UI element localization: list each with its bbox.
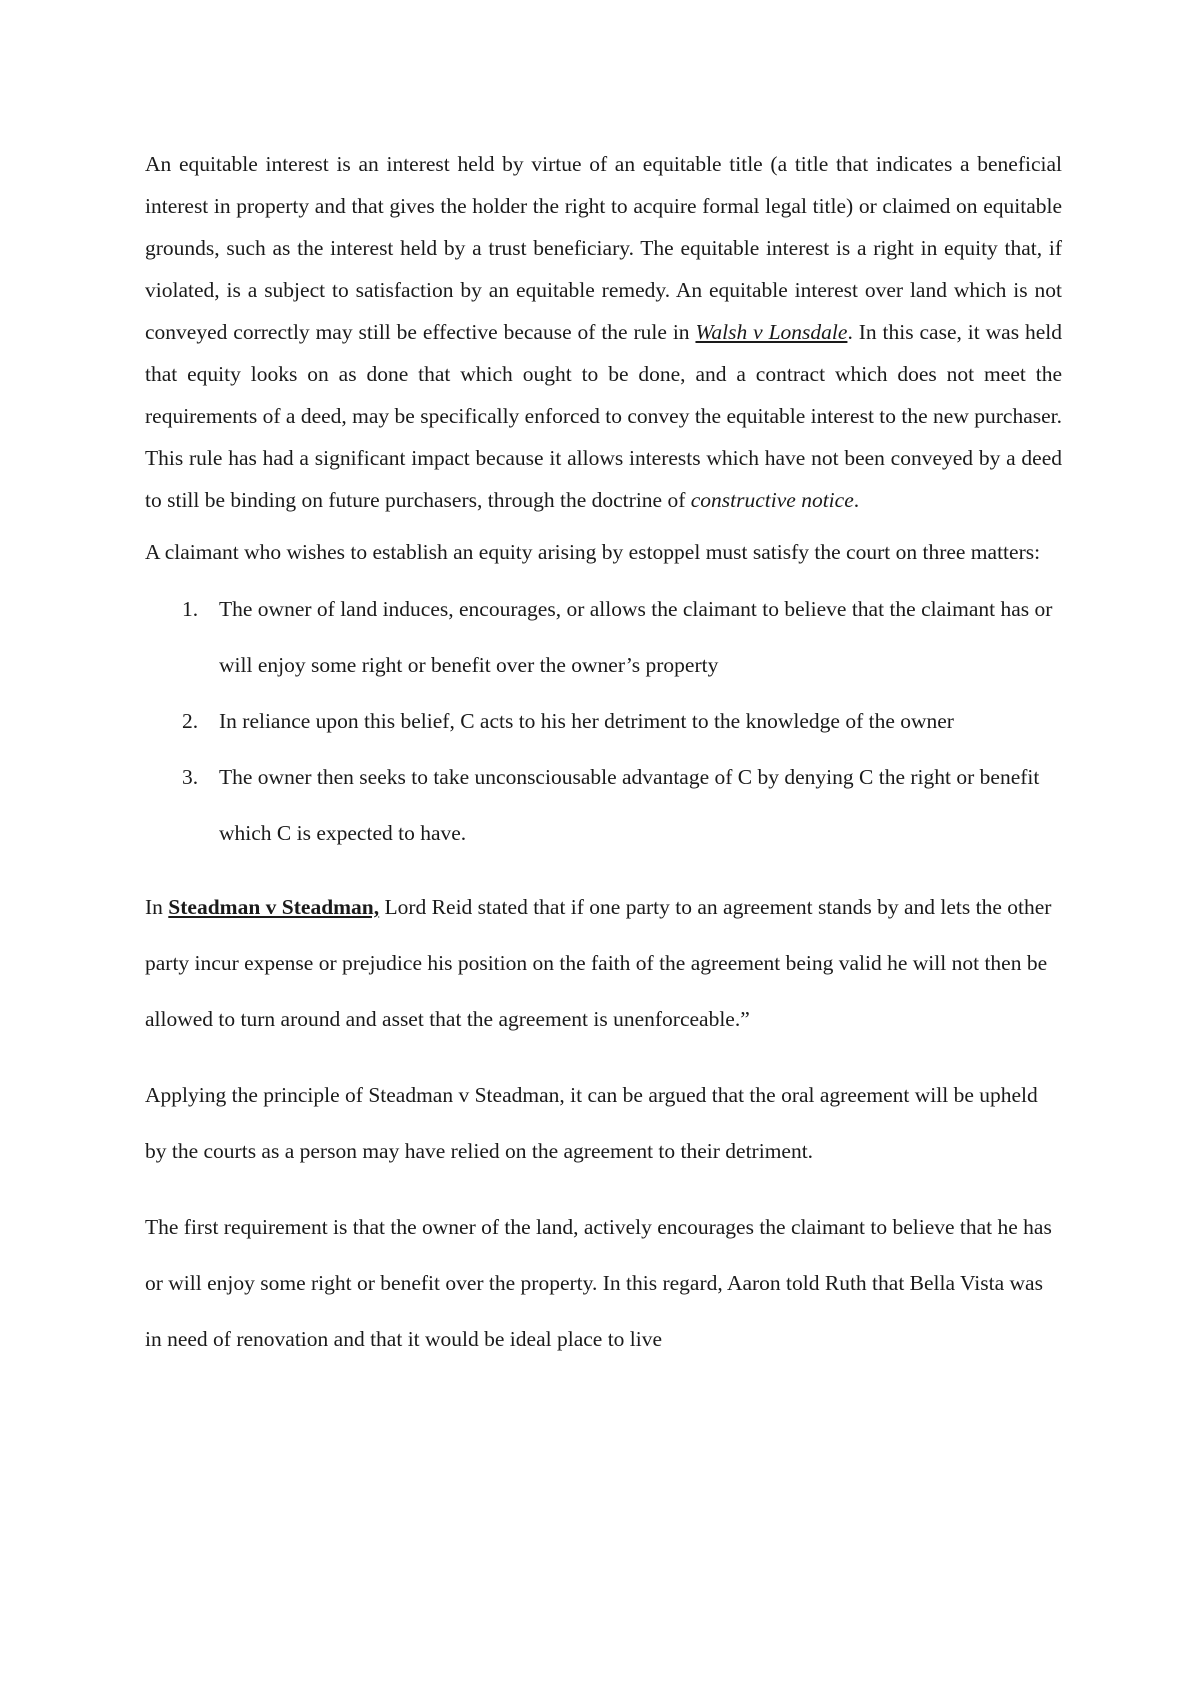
paragraph-text: Lord Reid stated that if one party to an agreement stands by and lets the other party incur expense or prejudice his position on the faith of the agreement being valid he will not then be allowed to turn around and asset that the agreement is unenforceable.” [145, 895, 1052, 1031]
list-number: 1. [182, 597, 199, 621]
requirements-list [145, 581, 1062, 861]
list-item [145, 749, 1062, 861]
list-number: 3. [182, 765, 199, 789]
list-item [145, 693, 1062, 749]
list-item-text: In reliance upon this belief, C acts to his her detriment to the knowledge of the owner [219, 709, 954, 733]
paragraph-text: An equitable interest is an interest held by virtue of an equitable title (a title that indicates a beneficial interest in property and that gives the holder the right to acquire formal legal title) or claimed on equitable grounds, such as the interest held by a trust beneficiary. The equitable interest is a right in equity that, if violated, is a subject to satisfaction by an equitable remedy. An equitable interest over land which is not conveyed correctly may still be effective because of the rule in [145, 152, 1062, 344]
case-name-steadman-v-steadman: Steadman v Steadman, [168, 895, 380, 919]
paragraph-text: . In this case, it was held that equity looks on as done that which ought to be done, and a contract which does not meet the requirements of a deed, may be specifically enforced to convey the equitable interest to the new purchaser. This rule has had a significant impact because it allows interests which have not been conveyed by a deed to still be binding on future purchasers, through the doctrine of [145, 320, 1062, 512]
paragraph-text: In [145, 895, 169, 919]
case-name-walsh-v-lonsdale: Walsh v Lonsdale [695, 320, 848, 344]
paragraph-first-requirement: The first requirement is that the owner of the land, actively encourages the claimant to believe that he has or will enjoy some right or benefit over the property. In this regard, Aaron told Ruth that Bella Vista was in need of renovation and that it would be ideal place to live [145, 1215, 1052, 1351]
paragraph-steadman [145, 879, 1062, 1047]
paragraph-text: . [853, 488, 860, 512]
list-number: 2. [182, 709, 199, 733]
paragraph-equitable-interest [145, 143, 1062, 521]
paragraph-applying-principle: Applying the principle of Steadman v Steadman, it can be argued that the oral agreement will be upheld by the courts as a person may have relied on the agreement to their detriment. [145, 1083, 1038, 1163]
term-constructive-notice: constructive notice [690, 488, 854, 512]
list-item [145, 581, 1062, 693]
list-item-text: The owner then seeks to take unconsciousable advantage of C by denying C the right or benefit which C is expected to have. [219, 765, 1040, 845]
paragraph-estoppel-intro: A claimant who wishes to establish an equity arising by estoppel must satisfy the court on three matters: [145, 540, 1041, 564]
list-item-text: The owner of land induces, encourages, or allows the claimant to believe that the claimant has or will enjoy some right or benefit over the owner’s property [219, 597, 1053, 677]
